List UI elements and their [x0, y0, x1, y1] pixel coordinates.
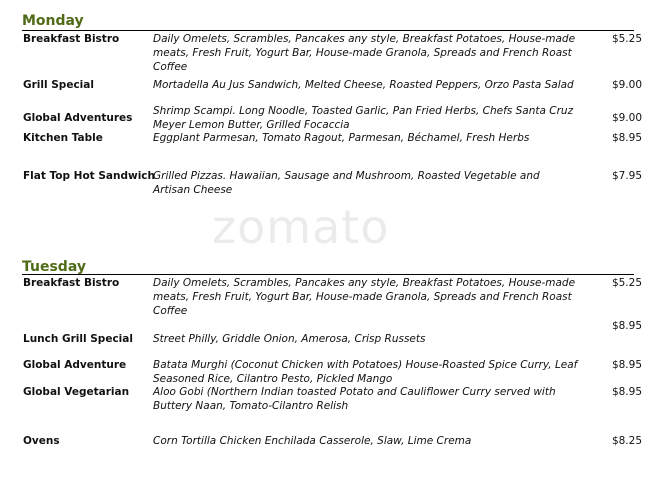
station-name: Breakfast Bistro — [23, 33, 120, 45]
dish-description: Daily Omelets, Scrambles, Pancakes any style, Breakfast Potatoes, House-made meats, Fresh Fruit, Yogurt Bar, House-made Granola, Spreads and French Roast Coffee — [153, 277, 576, 317]
station-name: Global Vegetarian — [23, 386, 130, 398]
dish-description: Mortadella Au Jus Sandwich, Melted Cheese, Roasted Peppers, Orzo Pasta Salad — [153, 79, 574, 91]
station-name: Breakfast Bistro — [23, 277, 120, 289]
dish-price: $9.00 — [611, 112, 642, 124]
dish-price: $9.00 — [611, 79, 642, 91]
monday-heading: Monday — [22, 13, 84, 29]
dish-description: Aloo Gobi (Northern Indian toasted Potato and Cauliflower Curry served with Buttery Naan, Tomato-Cilantro Relish — [153, 386, 556, 412]
dish-price: $5.25 — [611, 277, 642, 289]
station-name: Ovens — [23, 435, 60, 447]
dish-description: Shrimp Scampi. Long Noodle, Toasted Garlic, Pan Fried Herbs, Chefs Santa Cruz Meyer Lemon Butter, Grilled Focaccia — [153, 105, 574, 131]
dish-description: Street Philly, Griddle Onion, Amerosa, Crisp Russets — [153, 333, 426, 345]
dish-description: Eggplant Parmesan, Tomato Ragout, Parmesan, Béchamel, Fresh Herbs — [153, 132, 530, 144]
station-name: Lunch Grill Special — [23, 333, 133, 345]
dish-price: $5.25 — [611, 33, 642, 45]
dish-description: Grilled Pizzas. Hawaiian, Sausage and Mushroom, Roasted Vegetable and Artisan Cheese — [153, 170, 540, 196]
dish-price: $7.95 — [611, 170, 642, 182]
station-name: Grill Special — [23, 79, 94, 91]
tuesday-divider — [22, 274, 634, 275]
station-name: Kitchen Table — [23, 132, 103, 144]
dish-price: $8.95 — [611, 386, 642, 398]
dish-price: $8.95 — [611, 359, 642, 371]
station-name: Global Adventure — [23, 359, 127, 371]
zomato-watermark: zomato — [212, 200, 390, 254]
dish-price: $8.25 — [611, 435, 642, 447]
dish-price: $8.95 — [611, 132, 642, 144]
tuesday-heading: Tuesday — [22, 259, 86, 275]
dish-description: Batata Murghi (Coconut Chicken with Potatoes) House-Roasted Spice Curry, Leaf Seasoned Rice, Cilantro Pesto, Pickled Mango — [153, 359, 578, 385]
station-name: Global Adventures — [23, 112, 133, 124]
station-name: Flat Top Hot Sandwich — [23, 170, 155, 182]
dish-price: $8.95 — [611, 320, 642, 332]
dish-description: Corn Tortilla Chicken Enchilada Casserole, Slaw, Lime Crema — [153, 435, 472, 447]
dish-description: Daily Omelets, Scrambles, Pancakes any style, Breakfast Potatoes, House-made meats, Fresh Fruit, Yogurt Bar, House-made Granola, Spreads and French Roast Coffee — [153, 33, 576, 73]
monday-divider — [22, 30, 634, 31]
